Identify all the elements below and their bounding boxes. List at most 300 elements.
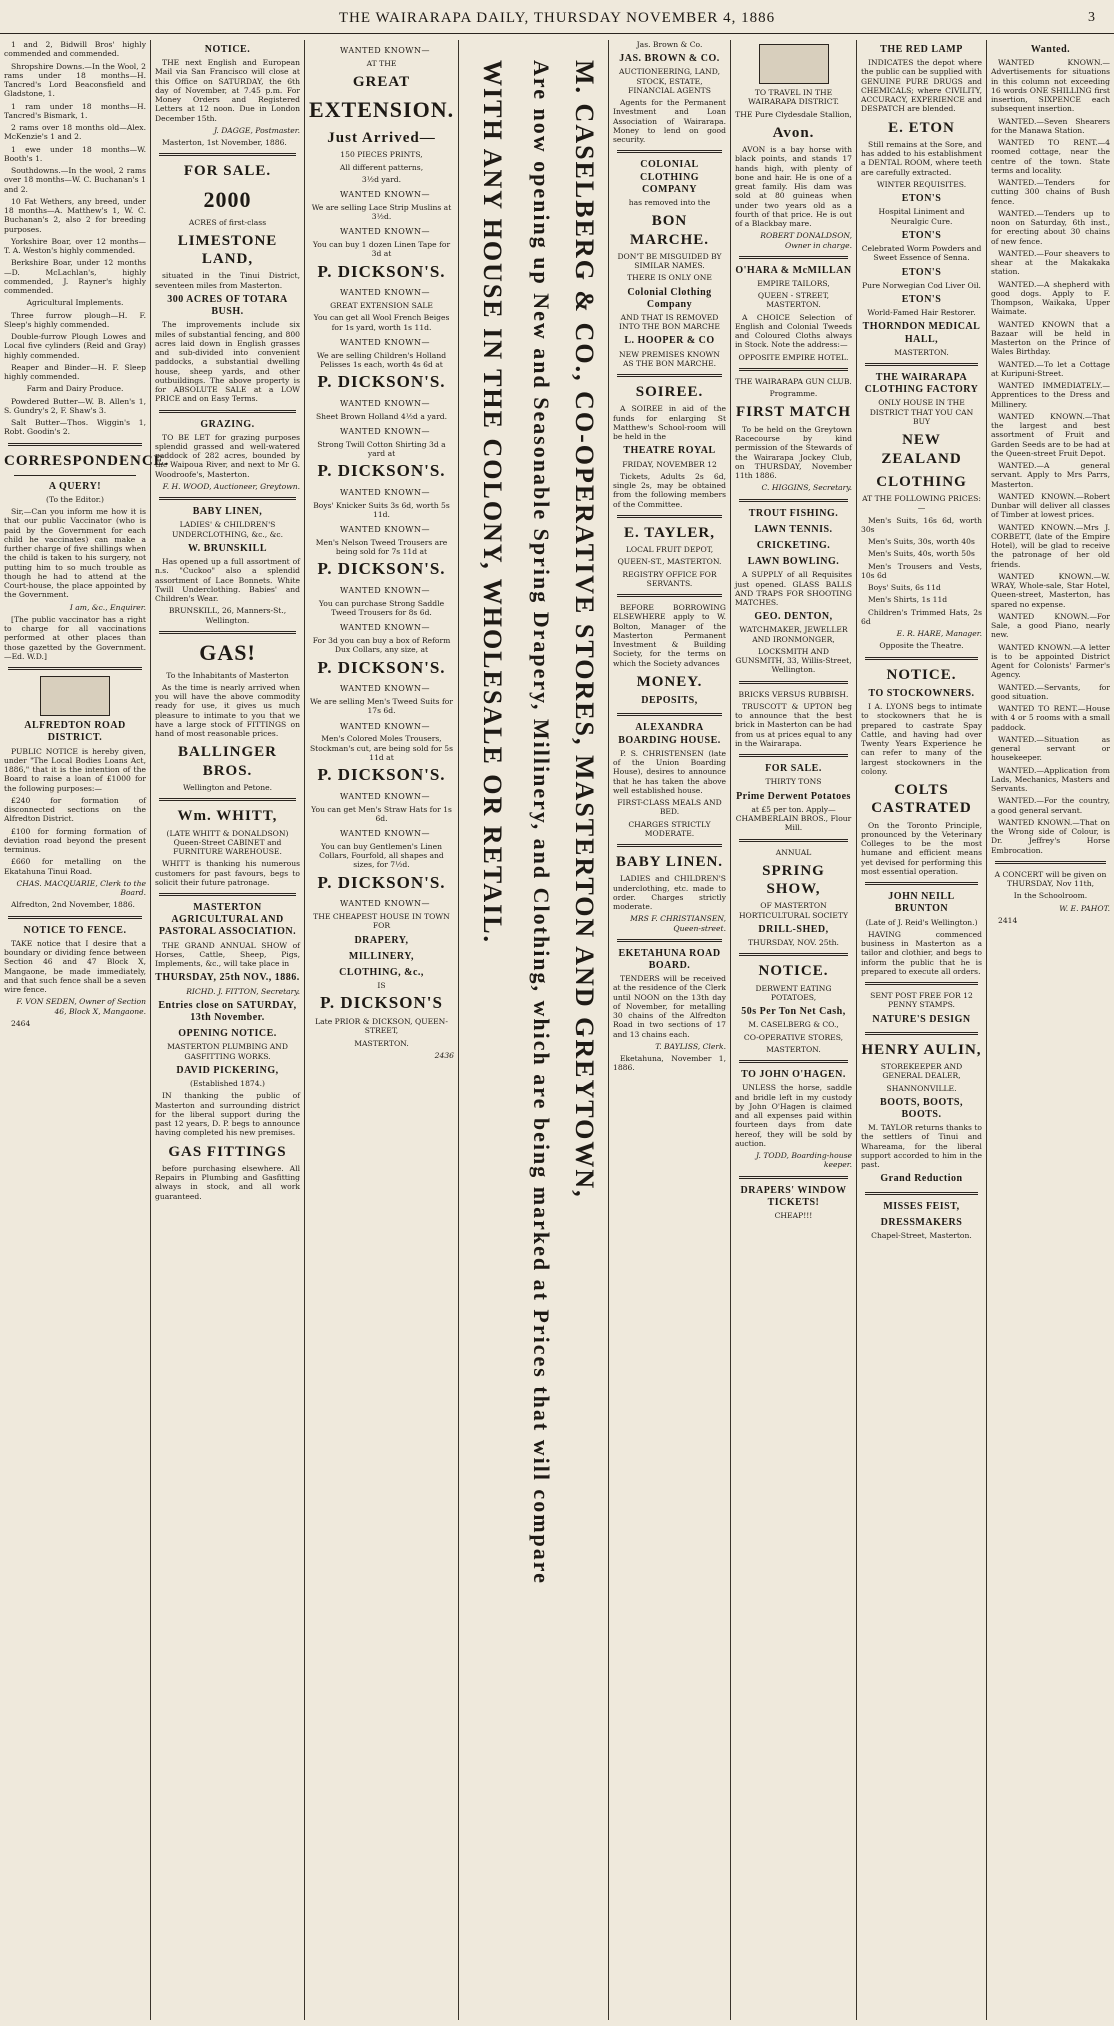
notice2-heading: NOTICE. [758, 963, 829, 980]
sale-item: You can buy 1 dozen Linen Tape for 3d at [312, 240, 451, 259]
entries-close: Entries close on SATURDAY, 13th November. [158, 999, 297, 1023]
results-line: Agricultural Implements. [26, 298, 124, 308]
whitt-sub: (LATE WHITT & DONALDSON) Queen-Street CABINET and FURNITURE WAREHOUSE. [166, 828, 289, 857]
bricks-heading: BRICKS VERSUS RUBBISH. [738, 689, 849, 699]
soiree-date: FRIDAY, NOVEMBER 12 [622, 459, 717, 469]
stockowners-heading: TO STOCKOWNERS. [868, 687, 975, 699]
query-note: [The public vaccinator has a right to charge for all vaccinations performed at other places than those gazetted by the Government.—Ed. W.D.] [4, 614, 146, 661]
ad-num: 2436 [434, 1050, 454, 1060]
annual-line: ANNUAL [775, 847, 812, 857]
sale-item: Sheet Brown Holland 4½d a yard. [315, 411, 447, 421]
extension-sale: GREAT EXTENSION SALE [330, 301, 433, 311]
millinery-line: MILLINERY, [348, 950, 415, 962]
omc-text: A CHOICE Selection of English and Colonial Tweeds and Coloured Cloths always in Stock. Note the address:— [735, 312, 852, 350]
divider [995, 861, 1106, 864]
brown-heading: JAS. BROWN & CO. [619, 53, 720, 65]
divider [8, 667, 142, 670]
whitt-name: Wm. WHITT, [177, 808, 278, 825]
page-number: 3 [1088, 10, 1096, 25]
correspondence-heading: CORRESPONDENCE. [4, 452, 170, 469]
spring-show: SPRING SHOW, [762, 862, 825, 898]
wanted-known: WANTED KNOWN— [340, 623, 430, 633]
column-4 [608, 40, 730, 2020]
price-line: 3½d yard. [361, 174, 402, 184]
only-one-line: THERE IS ONLY ONE [627, 273, 712, 283]
cyclo-line: THE Pure Clydesdale Stallion, [735, 109, 852, 119]
removed2-line: AND THAT IS REMOVED INTO THE BON MARCHE [619, 312, 720, 332]
colts-text: On the Toronto Principle, pronounced by the Veterinary Colleges to be the most humane and efficient means yet devised for performing this most essential operation. [861, 820, 982, 876]
price-row: Men's Shirts, 1s 11d [868, 595, 948, 605]
results-line: Yorkshire Boar, over 12 months—T. A. Weston's highly commended. [4, 236, 146, 255]
natures-line: NATURE'S DESIGN [872, 1013, 971, 1025]
notice-heading: NOTICE. [204, 44, 251, 55]
assoc-sig: RICHD. J. FITTON, Secretary. [186, 986, 300, 996]
higgins-sig: C. HIGGINS, Secretary. [761, 483, 852, 493]
sale-item: Strong Twill Cotton Shirting 3d a yard at [317, 439, 446, 458]
avon-text: AVON is a bay horse with black points, and stands 17 hands high, with plenty of bone and hair. He is one of a great family. His dam was sold at 80 guineas when under two years old as a fourth of that price. He is out of a Blackbay mare. [735, 145, 852, 229]
query-text: Sir,—Can you inform me how it is that our public Vaccinator (who is paid by the Government for each child he vaccinates) can make a further charge of five shillings when the child is taken to his surgery, not putting him to so much trouble as though he had to attend at the Court-house, the place appointed by the Government. [4, 507, 146, 600]
cricketing-line: CRICKETING. [756, 539, 831, 551]
linen-name: W. BRUNSKILL [188, 542, 267, 554]
wanted-ad: WANTED KNOWN that a Bazaar will be held in Masterton on the Prince of Wales Birthday. [991, 319, 1110, 357]
district-heading: ALFREDTON ROAD DISTRICT. [24, 720, 126, 744]
wanted-known: WANTED KNOWN— [340, 398, 430, 408]
divider [739, 499, 848, 502]
divider [865, 657, 978, 660]
trout-text: A SUPPLY of all Requisites just opened. GLASS BALLS AND TRAPS FOR SHOOTING MATCHES. [735, 570, 852, 608]
brunton-sub: (Late of J. Reid's Wellington.) [865, 917, 978, 927]
soiree-heading: SOIREE. [635, 384, 704, 401]
divider [159, 153, 296, 156]
trout-line: TROUT FISHING. [748, 507, 839, 519]
soiree-tickets: Tickets, Adults 2s 6d, single 2s, may be obtained from the following members of the Committee. [613, 471, 726, 509]
caselberg-vertical-ad [458, 40, 608, 2020]
wanted-ad: WANTED TO RENT.—House with 4 or 5 rooms with a small paddock. [991, 704, 1110, 732]
sale-item: Boys' Knicker Suits 3s 6d, worth 5s 11d. [313, 500, 450, 519]
great-heading: GREAT [352, 74, 411, 90]
wanted-ad: WANTED KNOWN.—Mrs J. CORBETT, (late of the Empire Hotel), will be glad to receive the patronage of her old friends. [991, 522, 1110, 569]
christensen-text: P. S. CHRISTENSEN (late of the Union Boarding House), desires to announce that he has taken the above well established house. [613, 748, 726, 795]
wanted-known: WANTED KNOWN— [340, 791, 430, 801]
divider [617, 150, 722, 153]
results-line: Reaper and Binder—H. F. Sleep highly commended. [4, 362, 146, 381]
district-item: £100 for forming formation of deviation road beyond the present terminus. [4, 826, 146, 855]
query-to: (To the Editor.) [46, 494, 104, 504]
wanted-ad: WANTED TO RENT.—4 roomed cottage, near the centre of the town. State terms and locality. [991, 138, 1110, 175]
dickson-name: P. DICKSON'S. [317, 261, 446, 281]
divider [617, 515, 722, 518]
divider [159, 798, 296, 801]
grazing-heading: GRAZING. [200, 418, 255, 430]
column-1 [0, 40, 170, 2020]
tayler-heading: E. TAYLER, [623, 524, 715, 541]
denton-addr: LOCKSMITH AND GUNSMITH, 33, Willis-Street, Wellington. [735, 646, 852, 675]
concert-sig: W. E. PAHOT. [1059, 903, 1110, 913]
opp-line: Opposite the Theatre. [879, 641, 964, 651]
caselberg-line: M. CASELBERG & CO., [748, 1020, 839, 1030]
divider [865, 882, 978, 885]
wanted-known: WANTED KNOWN— [340, 190, 430, 200]
divider [14, 475, 136, 476]
wanted-known: WANTED KNOWN— [340, 288, 430, 298]
feist-addr: Chapel-Street, Masterton. [871, 1231, 972, 1240]
divider [159, 893, 296, 896]
programme-line: Programme. [769, 389, 818, 399]
wanted-ad: WANTED.—Servants, for good situation. [991, 682, 1110, 701]
wanted-ad: WANTED KNOWN.—W. WRAY, Whole-sale, Star Hotel, Queen-street, Masterton, has spared no expense. [991, 571, 1110, 609]
wanted-ad: WANTED KNOWN.—That the largest and best assortment of Fruit and Garden Seeds are to be had at the Queen-street Fruit Depot. [991, 411, 1110, 458]
district-text: PUBLIC NOTICE is hereby given, under "The Local Bodies Loans Act, 1886," that it is the intention of the Board to raise a loan of £1000 for the following purposes:— [4, 746, 146, 793]
divider [8, 916, 142, 919]
wanted-ad: WANTED KNOWN.—That on the Wrong side of Colour, is Dr. Jeffrey's Horse Embrocation. [991, 817, 1110, 855]
divider [739, 256, 848, 259]
omc-sub: EMPIRE TAILORS, [757, 278, 830, 288]
masterton-line: MASTERTON. [766, 1044, 821, 1054]
results-line: Farm and Dairy Produce. [26, 384, 124, 394]
baby-heading: BABY LINEN. [615, 854, 724, 871]
opening-notice: OPENING NOTICE. [178, 1028, 277, 1040]
divider [739, 1176, 848, 1179]
clothing-line: CLOTHING, &c., [339, 966, 424, 978]
etons-line: ETON'S [901, 229, 942, 241]
query-signoff: I am, &c., Enquirer. [69, 602, 146, 612]
dickson-name: P. DICKSON'S. [317, 461, 446, 481]
sale-item: For 3d you can buy a box of Reform Dux Collars, any size, at [312, 636, 451, 655]
results-line: Powdered Butter—W. B. Allen's 1, S. Gundry's 2, F. Shaw's 3. [4, 396, 146, 415]
is-line: IS [377, 981, 386, 991]
tayler-street: QUEEN-ST., MASTERTON. [617, 557, 722, 567]
assoc-date: THURSDAY, 25th NOV., 1886. [155, 972, 300, 984]
column-5 [730, 40, 856, 2020]
ekets-text: TENDERS will be received at the residence of the Clerk until NOON on the 13th day of November, for metalling 30 chains of the Alfredton Road in two sections of 17 and 13 chains each. [613, 974, 726, 1039]
gunclub-heading: THE WAIRARAPA GUN CLUB. [735, 376, 852, 386]
totara-heading: 300 ACRES OF TOTARA BUSH. [167, 293, 288, 318]
pickering-name: DAVID PICKERING, [176, 1064, 279, 1076]
dressmakers-line: DRESSMAKERS [880, 1216, 963, 1228]
price-row: Men's Suits, 40s, worth 50s [868, 549, 975, 559]
lyons-text: I A. LYONS begs to intimate to stockowners that he is prepared to castrate Spay Cattle, and having had over Twenty Years Experience he can refer to many of the largest stockowners in the colony. [861, 702, 982, 776]
thorndon-sub: MASTERTON. [894, 347, 949, 357]
gas-heading: GAS! [199, 639, 256, 665]
divider [865, 363, 978, 366]
linen-text: Has opened up a full assortment of n.s. "Cuckoo" also a splendid assortment of Lace Bonnets. White Twill Underclothing. Babies' and Children's Wear. [155, 557, 300, 604]
borrowing-text: BEFORE BORROWING ELSEWHERE apply to W. Bolton, Manager of the Masterton Permanent Investment & Building Society, for the terms on which the Society advances [613, 603, 726, 668]
results-line: Berkshire Boar, under 12 months—D. McLachlan's, highly commended, J. Rayner's highly commended. [4, 258, 146, 295]
divider [739, 681, 848, 684]
extension-heading: EXTENSION. [309, 97, 455, 123]
divider [159, 631, 296, 634]
divider [617, 594, 722, 597]
wanted-known: WANTED KNOWN— [340, 829, 430, 839]
linen-addr: BRUNSKILL, 26, Manners-St., Wellington. [168, 606, 287, 625]
potatoes-price: at £5 per ton. Apply— CHAMBERLAIN BROS., Flour Mill. [735, 804, 852, 833]
prints-line: 150 PIECES PRINTS, [340, 150, 423, 160]
misguided-line: DON'T BE MISGUIDED BY SIMILAR NAMES. [617, 251, 722, 271]
factory-sig: E. R. HARE, Manager. [896, 629, 982, 639]
dickson-name: P. DICKSON'S. [317, 872, 446, 892]
assoc-heading: MASTERTON AGRICULTURAL AND PASTORAL ASSOCIATION. [158, 902, 297, 938]
feist-name: MISSES FEIST, [883, 1200, 960, 1212]
divider [739, 953, 848, 956]
notice-heading: NOTICE. [886, 666, 957, 683]
etons-item: Pure Norwegian Cod Liver Oil. [862, 280, 981, 290]
aulin-name: HENRY AULIN, [861, 1041, 982, 1058]
tayler-sub: LOCAL FRUIT DEPOT, [625, 545, 714, 555]
per-ton: 50s Per Ton Net Cash, [741, 1006, 846, 1018]
price-row: Men's Suits, 30s, worth 40s [868, 537, 975, 547]
wanted-ad: WANTED.—Tenders for cutting 300 chains of Bush fence. [991, 178, 1110, 206]
baby-text: LADIES and CHILDREN'S underclothing, etc. made to order. Charges strictly moderate. [613, 874, 726, 912]
results-line: 2 rams over 18 months old—Alex. McKenzie's 1 and 2. [4, 123, 146, 142]
wanted-known: WANTED KNOWN— [340, 899, 430, 909]
etons-line: ETON'S [901, 266, 942, 278]
column-6 [856, 40, 986, 2020]
divider [617, 374, 722, 377]
results-line: Southdowns.—In the wool, 2 rams over 18 months—W. C. Buchanan's 1 and 2. [4, 166, 146, 194]
results-line: 10 Fat Wethers, any breed, under 18 months—A. Matthew's 1, W. C. Buchanan's 2, also 2 for breeding purposes. [4, 196, 146, 234]
masthead-title: THE WAIRARAPA DAILY, THURSDAY NOVEMBER 4, 1886 [338, 10, 776, 26]
fence-sig: F. VON SEDEN, Owner of Section 46, Block X, Mangaone. [16, 997, 146, 1016]
plumbing-heading: MASTERTON PLUMBING AND GASFITTING WORKS. [167, 1042, 288, 1061]
avon-sig: ROBERT DONALDSON, Owner in charge. [760, 231, 852, 250]
divider [865, 982, 978, 985]
ballinger-addr: Wellington and Petone. [182, 783, 273, 793]
results-line: 1 ewe under 18 months—W. Booth's 1. [4, 144, 146, 163]
horse-icon [759, 44, 829, 84]
taylor-text: M. TAYLOR returns thanks to the settlers of Tinui and Whareama, for the liberal support accorded to him in the past. [861, 1123, 982, 1170]
etons-item: World-Famed Hair Restorer. [867, 308, 976, 318]
grazing-sig: F. H. WOOD, Auctioneer, Greytown. [162, 481, 300, 491]
stamps-line: SENT POST FREE FOR 12 PENNY STAMPS. [870, 991, 973, 1010]
divider [617, 844, 722, 847]
district-item: £660 for metalling on the Ekatahuna Tinui Road. [4, 857, 146, 876]
tennis-line: LAWN TENNIS. [754, 523, 833, 535]
sale-text: The improvements include six miles of substantial fencing, and 800 acres laid down in English grasses and sub-divided into convenient paddocks, a substantial dwelling house, sheep yards, and other outbuildings. The above property is for ABSOLUTE SALE at a LOW PRICE and on Easy Terms. [155, 320, 300, 404]
fence-num: 2464 [11, 1018, 31, 1028]
school-line: In the Schoolroom. [1013, 891, 1088, 901]
sale-item: You can get Men's Straw Hats for 1s 6d. [311, 804, 452, 823]
wanted-known: WANTED KNOWN— [340, 337, 430, 347]
divider [739, 368, 848, 371]
cheapest-line: THE CHEAPEST HOUSE IN TOWN FOR [313, 912, 450, 931]
omc-opp: OPPOSITE EMPIRE HOTEL. [738, 352, 849, 362]
price-row: Boys' Suits, 6s 11d [868, 583, 941, 593]
results-line: 1 ram under 18 months—H. Tancred's Bismark, 1. [4, 101, 146, 120]
derwent-line: DERWENT EATING POTATOES, [755, 983, 832, 1002]
brown-sub: AUCTIONEERING, LAND, STOCK, ESTATE, FINANCIAL AGENTS [618, 67, 721, 95]
only-house: ONLY HOUSE IN THE DISTRICT THAT YOU CAN BUY [869, 398, 974, 426]
wanted-known: WANTED KNOWN— [340, 525, 430, 535]
brunton-name: JOHN NEILL BRUNTON [888, 891, 955, 915]
acres-figure: 2000 [203, 186, 252, 212]
drill-shed: DRILL-SHED, [758, 923, 829, 935]
brown-top: Jas. Brown & Co. [636, 40, 703, 49]
at-the: AT THE [366, 58, 397, 68]
pickering-text: IN thanking the public of Masterton and surrounding district for the liberal support during the past 12 years, D. P. begs to announce having completed his new premises. [155, 1091, 300, 1138]
thorndon-line: THORNDON MEDICAL HALL, [862, 321, 981, 345]
colts-heading: COLTS CASTRATED [871, 782, 972, 817]
theatre-line: THEATRE ROYAL [623, 445, 716, 457]
linen-sub: LADIES' & CHILDREN'S UNDERCLOTHING, &c., &c. [171, 520, 284, 539]
brown-text: Agents for the Permanent Investment and Loan Association of Wairarapa. Money to lend on good security. [613, 98, 726, 145]
wanted-heading: Wanted. [1030, 44, 1071, 55]
sale-item: You can get all Wool French Beiges for 1s yard, worth 1s 11d. [313, 313, 450, 332]
wanted-ad: WANTED.—Application from Lads, Mechanics, Masters and Servants. [991, 765, 1110, 794]
vertical-line-2: Are now opening up New and Seasonable Spring Drapery, Millinery, and Clothing, which are being marked at Prices that will compare [529, 60, 554, 1585]
wanted-known: WANTED KNOWN— [340, 586, 430, 596]
ekets-date: Eketahuna, November 1, 1886. [613, 1054, 726, 1073]
wanted-ad: WANTED.—A general servant. Apply to Mrs Parrs, Masterton. [991, 461, 1110, 489]
omc-street: QUEEN - STREET, MASTERTON. [757, 291, 830, 310]
assoc-text: THE GRAND ANNUAL SHOW of Horses, Cattle, Sheep, Pigs, Implements, &c., will take place in [155, 940, 300, 969]
eton-heading: E. ETON [888, 119, 955, 136]
baby-sig: MRS F. CHRISTIANSEN, Queen-street. [630, 914, 726, 933]
just-arrived: Just Arrived— [327, 130, 436, 147]
potatoes-line: Prime Derwent Potatoes [736, 790, 851, 802]
wanted-ad: WANTED KNOWN.—A letter is to be appointed District Agent for Colonists' Farmer's Agency. [991, 642, 1110, 680]
drapers-line: DRAPERS' WINDOW TICKETS! [740, 1184, 847, 1208]
denton-name: GEO. DENTON, [754, 611, 833, 623]
boots-line: BOOTS, BOOTS, BOOTS. [880, 1096, 963, 1120]
sale-item: Men's Colored Moles Trousers, Stockman's cut, are being sold for 5s 11d at [309, 734, 454, 762]
concert-num: 2414 [998, 915, 1018, 925]
etons-item: Hospital Liniment and Neuralgic Cure. [878, 207, 965, 226]
avon-heading: Avon. [772, 124, 815, 141]
limestone-heading: LIMESTONE LAND, [177, 232, 278, 268]
travel-line: TO TRAVEL IN THE WAIRARAPA DISTRICT. [748, 88, 839, 107]
wanted-ad: WANTED KNOWN.—Advertisements for situations in this column not exceeding 16 words ONE SHILLING first insertion, SIXPENCE each subsequent insertion. [991, 58, 1110, 114]
coat-of-arms-icon [40, 676, 110, 716]
column-2 [150, 40, 304, 2020]
ohagen-sig: J. TODD, Boarding-house keeper. [756, 1151, 852, 1170]
sale-item: We are selling Lace Strip Muslins at 3½d. [311, 202, 452, 222]
divider [159, 410, 296, 413]
district-item: £240 for formation of disconnected sections on the Alfredton District. [4, 795, 146, 824]
ekets-heading: EKETAHUNA ROAD BOARD. [618, 947, 721, 972]
dickson-name: P. DICKSON'S. [317, 559, 446, 579]
soiree-text: A SOIREE in aid of the funds for enlarging St Matthew's School-room will be held in the [613, 404, 726, 442]
omc-heading: O'HARA & McMILLAN [735, 264, 852, 276]
gas-sub: To the Inhabitants of Masterton [166, 670, 289, 680]
sale-heading: FOR SALE. [183, 163, 272, 180]
brunton-text: HAVING commenced business in Masterton as a tailor and clothier, and begs to inform the public that he is prepared to execute all orders. [861, 929, 982, 976]
ohagen-heading: TO JOHN O'HAGEN. [741, 1069, 846, 1081]
results-intro: 1 and 2, Bidwill Bros' highly commended and commended. [4, 40, 146, 59]
divider [8, 443, 142, 446]
price-row: Children's Trimmed Hats, 2s 6d [861, 607, 982, 626]
lamp-heading: THE RED LAMP [880, 44, 963, 55]
price-row: Men's Trousers and Vests, 10s 6d [861, 561, 982, 580]
vertical-line-1: M. CASELBERG & CO., CO-OPERATIVE STORES, MASTERTON AND GREYTOWN, [570, 60, 599, 1199]
nz-line: NEW ZEALAND [881, 432, 962, 467]
column-3 [304, 40, 458, 2020]
divider [865, 1192, 978, 1195]
sale-item: You can purchase Strong Saddle Tweed Trousers for 8s 6d. [318, 598, 445, 618]
notice-sig: J. DAGGE, Postmaster. [213, 125, 300, 135]
gas-fittings-heading: GAS FITTINGS [168, 1143, 287, 1160]
divider [617, 713, 722, 716]
wanted-ad: WANTED.—Situation as general servant or housekeeper. [991, 734, 1110, 763]
gas-text: As the time is nearly arrived when you will have the above commodity ready for use, it gives us much pleasure to intimate to you that we have a large stock of FITTINGS on hand of most reasonable prices. [155, 682, 300, 739]
bon-marche: BON MARCHE. [629, 213, 710, 248]
divider [739, 1060, 848, 1063]
fence-text: TAKE notice that I desire that a boundary or dividing fence between Section 46 and 47 Block X, Mangaone, be made immediately, and that such fence shall be a seven wire fence. [4, 938, 146, 995]
drapery-line: DRAPERY, [354, 934, 409, 946]
ballinger-name: BALLINGER BROS. [177, 744, 278, 779]
dickson-final: P. DICKSON'S [320, 993, 443, 1013]
linen-heading: BABY LINEN, [192, 506, 263, 518]
eton-text: Still remains at the Sore, and has added to his establishment a DENTAL ROOM, where teeth are carefully extracted. [861, 139, 982, 177]
results-line: Shropshire Downs.—In the Wool, 2 rams under 18 months—H. Tancred's Lord Beaconsfield and Gladstone, 1. [4, 61, 146, 99]
drapers-sub: CHEAP!!! [774, 1210, 813, 1220]
bowling-line: LAWN BOWLING. [747, 556, 840, 568]
notice-date: Masterton, 1st November, 1886. [162, 138, 287, 148]
sale-item: Men's Nelson Tweed Trousers are being sold for 7s 11d at [315, 537, 448, 557]
dickson-name: P. DICKSON'S. [317, 372, 446, 392]
thirty-tons: THIRTY TONS [765, 777, 822, 787]
wanted-known: WANTED KNOWN— [340, 684, 430, 694]
prices-heading: AT THE FOLLOWING PRICES:— [862, 494, 981, 513]
whitt-text: WHITT is thanking his numerous customers for past favours, begs to solicit their future patronage. [155, 859, 300, 887]
aulin-town: SHANNONVILLE. [886, 1083, 957, 1093]
results-line: Salt Butter—Thos. Wiggin's 1, Robt. Goodin's 2. [4, 418, 146, 437]
winter-line: WINTER REQUISITES. [876, 179, 967, 189]
wanted-ad: WANTED.—For the country, a good general servant. [991, 796, 1110, 815]
late-line: Late PRIOR & DICKSON, QUEEN-STREET, [315, 1017, 448, 1036]
wanted-ad: WANTED.—Four sheavers to shear at the Makakaka station. [991, 248, 1110, 277]
grazing-text: TO BE LET for grazing purposes splendid grassed and well-watered paddock of 282 acres, bounded by the Waipoua River, and next to Mr G. Woodroofe's, Masterton. [155, 432, 300, 479]
masthead [0, 0, 1114, 34]
wanted-ad: WANTED.—Tenders up to noon on Saturday, 6th inst., for erecting about 30 chains of new fence. [991, 208, 1110, 246]
acres-label: ACRES of first-class [188, 217, 267, 227]
query-heading: A QUERY! [48, 480, 102, 492]
price-row: Men's Suits, 16s 6d, worth 30s [861, 515, 982, 534]
fence-heading: NOTICE TO FENCE. [23, 924, 127, 936]
hooper-line: L. HOOPER & CO [624, 335, 715, 347]
drill-date: THURSDAY, NOV. 25th. [748, 938, 839, 948]
divider [739, 754, 848, 757]
first-match: FIRST MATCH [735, 404, 852, 421]
wanted-known: WANTED KNOWN— [340, 721, 430, 731]
results-line: Three furrow plough—H. F. Sleep's highly commended. [4, 310, 146, 329]
clothing-line: CLOTHING [876, 473, 967, 490]
grand-line: Grand Reduction [880, 1173, 963, 1185]
removed-line: has removed into the [628, 198, 711, 207]
concert-line: A CONCERT will be given on THURSDAY, Nov 11th, [994, 869, 1107, 889]
ekets-sig: T. BAYLISS, Clerk. [655, 1041, 726, 1051]
wanted-ad: WANTED KNOWN.—For Sale, a good Piano, nearly new. [991, 611, 1110, 640]
town-line: MASTERTON. [354, 1038, 409, 1048]
alexandra-heading: ALEXANDRA BOARDING HOUSE. [618, 722, 721, 746]
factory-heading: THE WAIRARAPA CLOTHING FACTORY [864, 372, 979, 396]
divider [159, 497, 296, 500]
deposits-line: DEPOSITS, [641, 695, 698, 707]
wanted-known: WANTED KNOWN— [340, 487, 430, 497]
sale-item: We are selling Men's Tweed Suits for 17s 6d. [309, 697, 453, 716]
dickson-name: P. DICKSON'S. [317, 765, 446, 785]
pickering-est: (Established 1874.) [190, 1079, 265, 1089]
patterns-line: All different patterns, [339, 162, 424, 172]
first-text: To be held on the Greytown Racecourse by kind permission of the Stewards of the Wairarapa Jockey Club, on THURSDAY, November 11th 1886. [735, 424, 852, 481]
wanted-known: WANTED KNOWN— [340, 46, 430, 55]
notice-text: THE next English and European Mail via San Francisco will close at this Office on SATURDAY, the 6th day of November, at 7.45 p.m. For Money Orders and Registered Letters at 12 noon. Due in London December 15th. [155, 58, 300, 123]
new-premises: NEW PREMISES KNOWN AS THE BON MARCHE. [619, 349, 720, 368]
coop-line: CO-OPERATIVE STORES, [743, 1032, 844, 1042]
bricks-text: TRUSCOTT & UPTON beg to announce that the best brick in Masterton can be had from us at prices equal to any in the Wairarapa. [735, 701, 852, 748]
registry-line: REGISTRY OFFICE FOR SERVANTS. [622, 569, 717, 588]
sale-item: You can buy Gentlemen's Linen Collars, Fourfold, all shapes and sizes, for 7½d. [319, 841, 444, 870]
vertical-line-3: WITH ANY HOUSE IN THE COLONY, WHOLESALE OR RETAIL. [478, 60, 507, 945]
